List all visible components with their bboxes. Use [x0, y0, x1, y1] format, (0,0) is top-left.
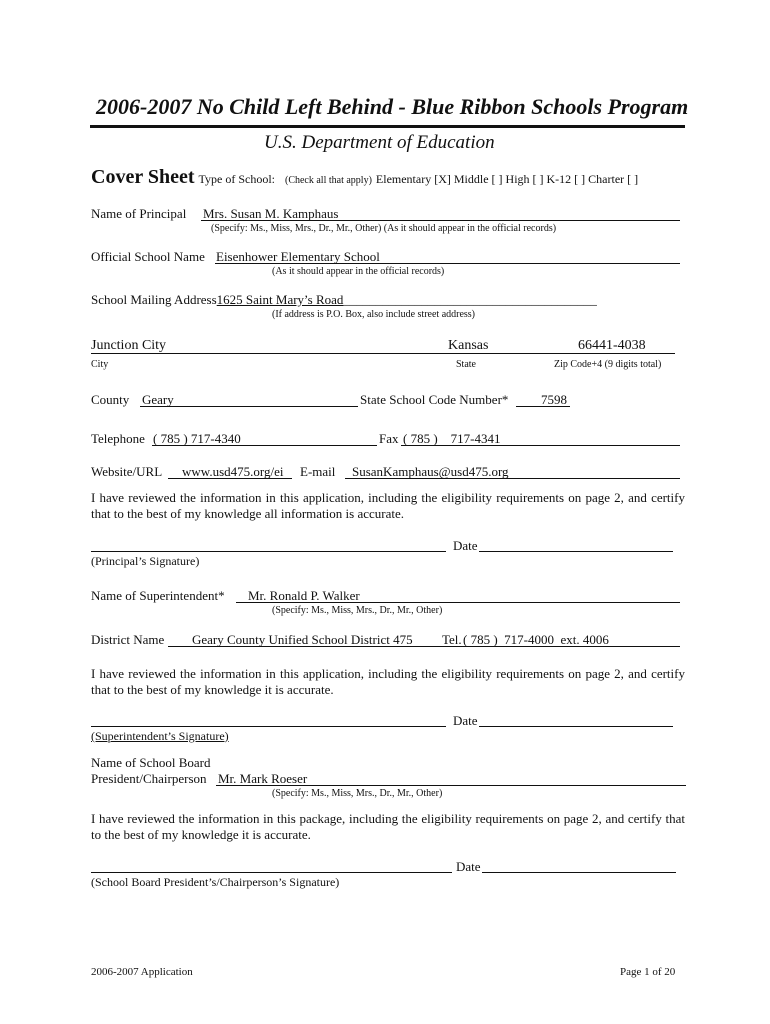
superintendent-signature-caption: (Superintendent’s Signature) [91, 729, 229, 743]
superintendent-signature-line[interactable] [91, 726, 446, 727]
school-name-field[interactable]: Eisenhower Elementary School [216, 249, 380, 264]
superintendent-name-field[interactable]: Mr. Ronald P. Walker [248, 588, 360, 603]
certification-text-board: I have reviewed the information in this package, including the eligibility requirements on page 2, and certify that to the best of my knowledge it is accurate. [91, 811, 685, 842]
county-label: County [91, 392, 130, 407]
district-underline [168, 646, 680, 647]
principal-name-field[interactable]: Mrs. Susan M. Kamphaus [203, 206, 339, 221]
board-signature-line[interactable] [91, 872, 452, 873]
website-underline [168, 478, 292, 479]
superintendent-date-label: Date [453, 713, 478, 728]
title-rule [90, 125, 685, 128]
city-state-zip-underline [91, 353, 675, 354]
district-name-field[interactable]: Geary County Unified School District 475 [192, 632, 413, 647]
board-president-name-field[interactable]: Mr. Mark Roeser [218, 771, 308, 786]
school-type-label: Type of School: [198, 172, 275, 186]
board-label-line2: President/Chairperson [91, 771, 207, 786]
superintendent-hint: (Specify: Ms., Miss, Mrs., Dr., Mr., Other) [272, 605, 443, 616]
school-name-underline [215, 263, 680, 264]
principal-date-label: Date [453, 538, 478, 553]
board-hint: (Specify: Ms., Miss, Mrs., Dr., Mr., Other) [272, 788, 443, 799]
superintendent-label: Name of Superintendent* [91, 588, 225, 603]
principal-hint: (Specify: Ms., Miss, Mrs., Dr., Mr., Other) (As it should appear in the official records) [211, 223, 557, 234]
county-field[interactable]: Geary [142, 392, 174, 407]
mailing-trailing-line: _______________________________________ [343, 292, 597, 307]
board-underline [216, 785, 686, 786]
city-field[interactable]: Junction City [91, 338, 167, 353]
county-underline [140, 406, 358, 407]
school-name-hint: (As it should appear in the official records) [272, 266, 445, 277]
superintendent-date-line[interactable] [479, 726, 673, 727]
board-label-line1: Name of School Board [91, 755, 211, 770]
telephone-label: Telephone [91, 431, 145, 446]
mailing-address-field[interactable]: 1625 Saint Mary’s Road [216, 292, 344, 307]
footer-page-number: Page 1 of 20 [620, 966, 676, 978]
fax-underline [401, 445, 680, 446]
principal-date-line[interactable] [479, 551, 673, 552]
school-name-label: Official School Name [91, 249, 205, 264]
mailing-row [91, 292, 597, 308]
district-label: District Name [91, 632, 165, 647]
superintendent-underline [236, 602, 680, 603]
check-note: (Check all that apply) [284, 175, 372, 186]
city-label: City [91, 359, 109, 370]
cover-sheet-label: Cover Sheet [91, 166, 195, 188]
zip-field[interactable]: 66441-4038 [578, 338, 646, 353]
state-code-label: State School Code Number* [360, 392, 509, 407]
cover-sheet-row [91, 166, 638, 189]
footer-application: 2006-2007 Application [91, 966, 193, 978]
state-code-field[interactable]: 7598 [541, 392, 567, 407]
district-tel-field[interactable]: ( 785 ) 717-4000 ext. 4006 [463, 632, 609, 647]
board-date-label: Date [456, 859, 481, 874]
telephone-underline [152, 445, 377, 446]
state-label: State [456, 359, 476, 370]
certification-text-principal: I have reviewed the information in this application, including the eligibility requirements on page 2, and certify that to the best of my knowledge all information is accurate. [91, 490, 685, 521]
email-label: E-mail [300, 464, 336, 479]
mailing-hint: (If address is P.O. Box, also include street address) [272, 309, 476, 320]
fax-field[interactable]: ( 785 ) 717-4341 [403, 431, 501, 446]
website-label: Website/URL [91, 464, 163, 479]
state-code-underline [516, 406, 570, 407]
page-title: 2006-2007 No Child Left Behind - Blue Ribbon Schools Program [96, 94, 689, 119]
district-tel-label: Tel. [442, 632, 462, 647]
principal-signature-caption: (Principal’s Signature) [91, 554, 200, 568]
state-field[interactable]: Kansas [448, 338, 489, 353]
board-date-line[interactable] [482, 872, 676, 873]
mailing-label: School Mailing Address [91, 292, 217, 307]
fax-label: Fax [379, 431, 399, 446]
website-field[interactable]: www.usd475.org/ei [182, 464, 284, 479]
board-signature-caption: (School Board President’s/Chairperson’s Signature) [91, 875, 340, 889]
telephone-field[interactable]: ( 785 ) 717-4340 [153, 431, 241, 446]
certification-text-superintendent: I have reviewed the information in this application, including the eligibility requirements on page 2, and certify that to the best of my knowledge it is accurate. [91, 666, 685, 697]
principal-label: Name of Principal [91, 206, 187, 221]
email-field[interactable]: SusanKamphaus@usd475.org [352, 464, 509, 479]
principal-signature-line[interactable] [91, 551, 446, 552]
principal-underline [201, 220, 680, 221]
zip-label: Zip Code+4 (9 digits total) [554, 359, 662, 370]
email-underline [345, 478, 680, 479]
school-type-options[interactable]: Elementary [X] Middle [ ] High [ ] K-12 [ ] Charter [ ] [375, 172, 639, 186]
page-subtitle: U.S. Department of Education [264, 132, 495, 153]
